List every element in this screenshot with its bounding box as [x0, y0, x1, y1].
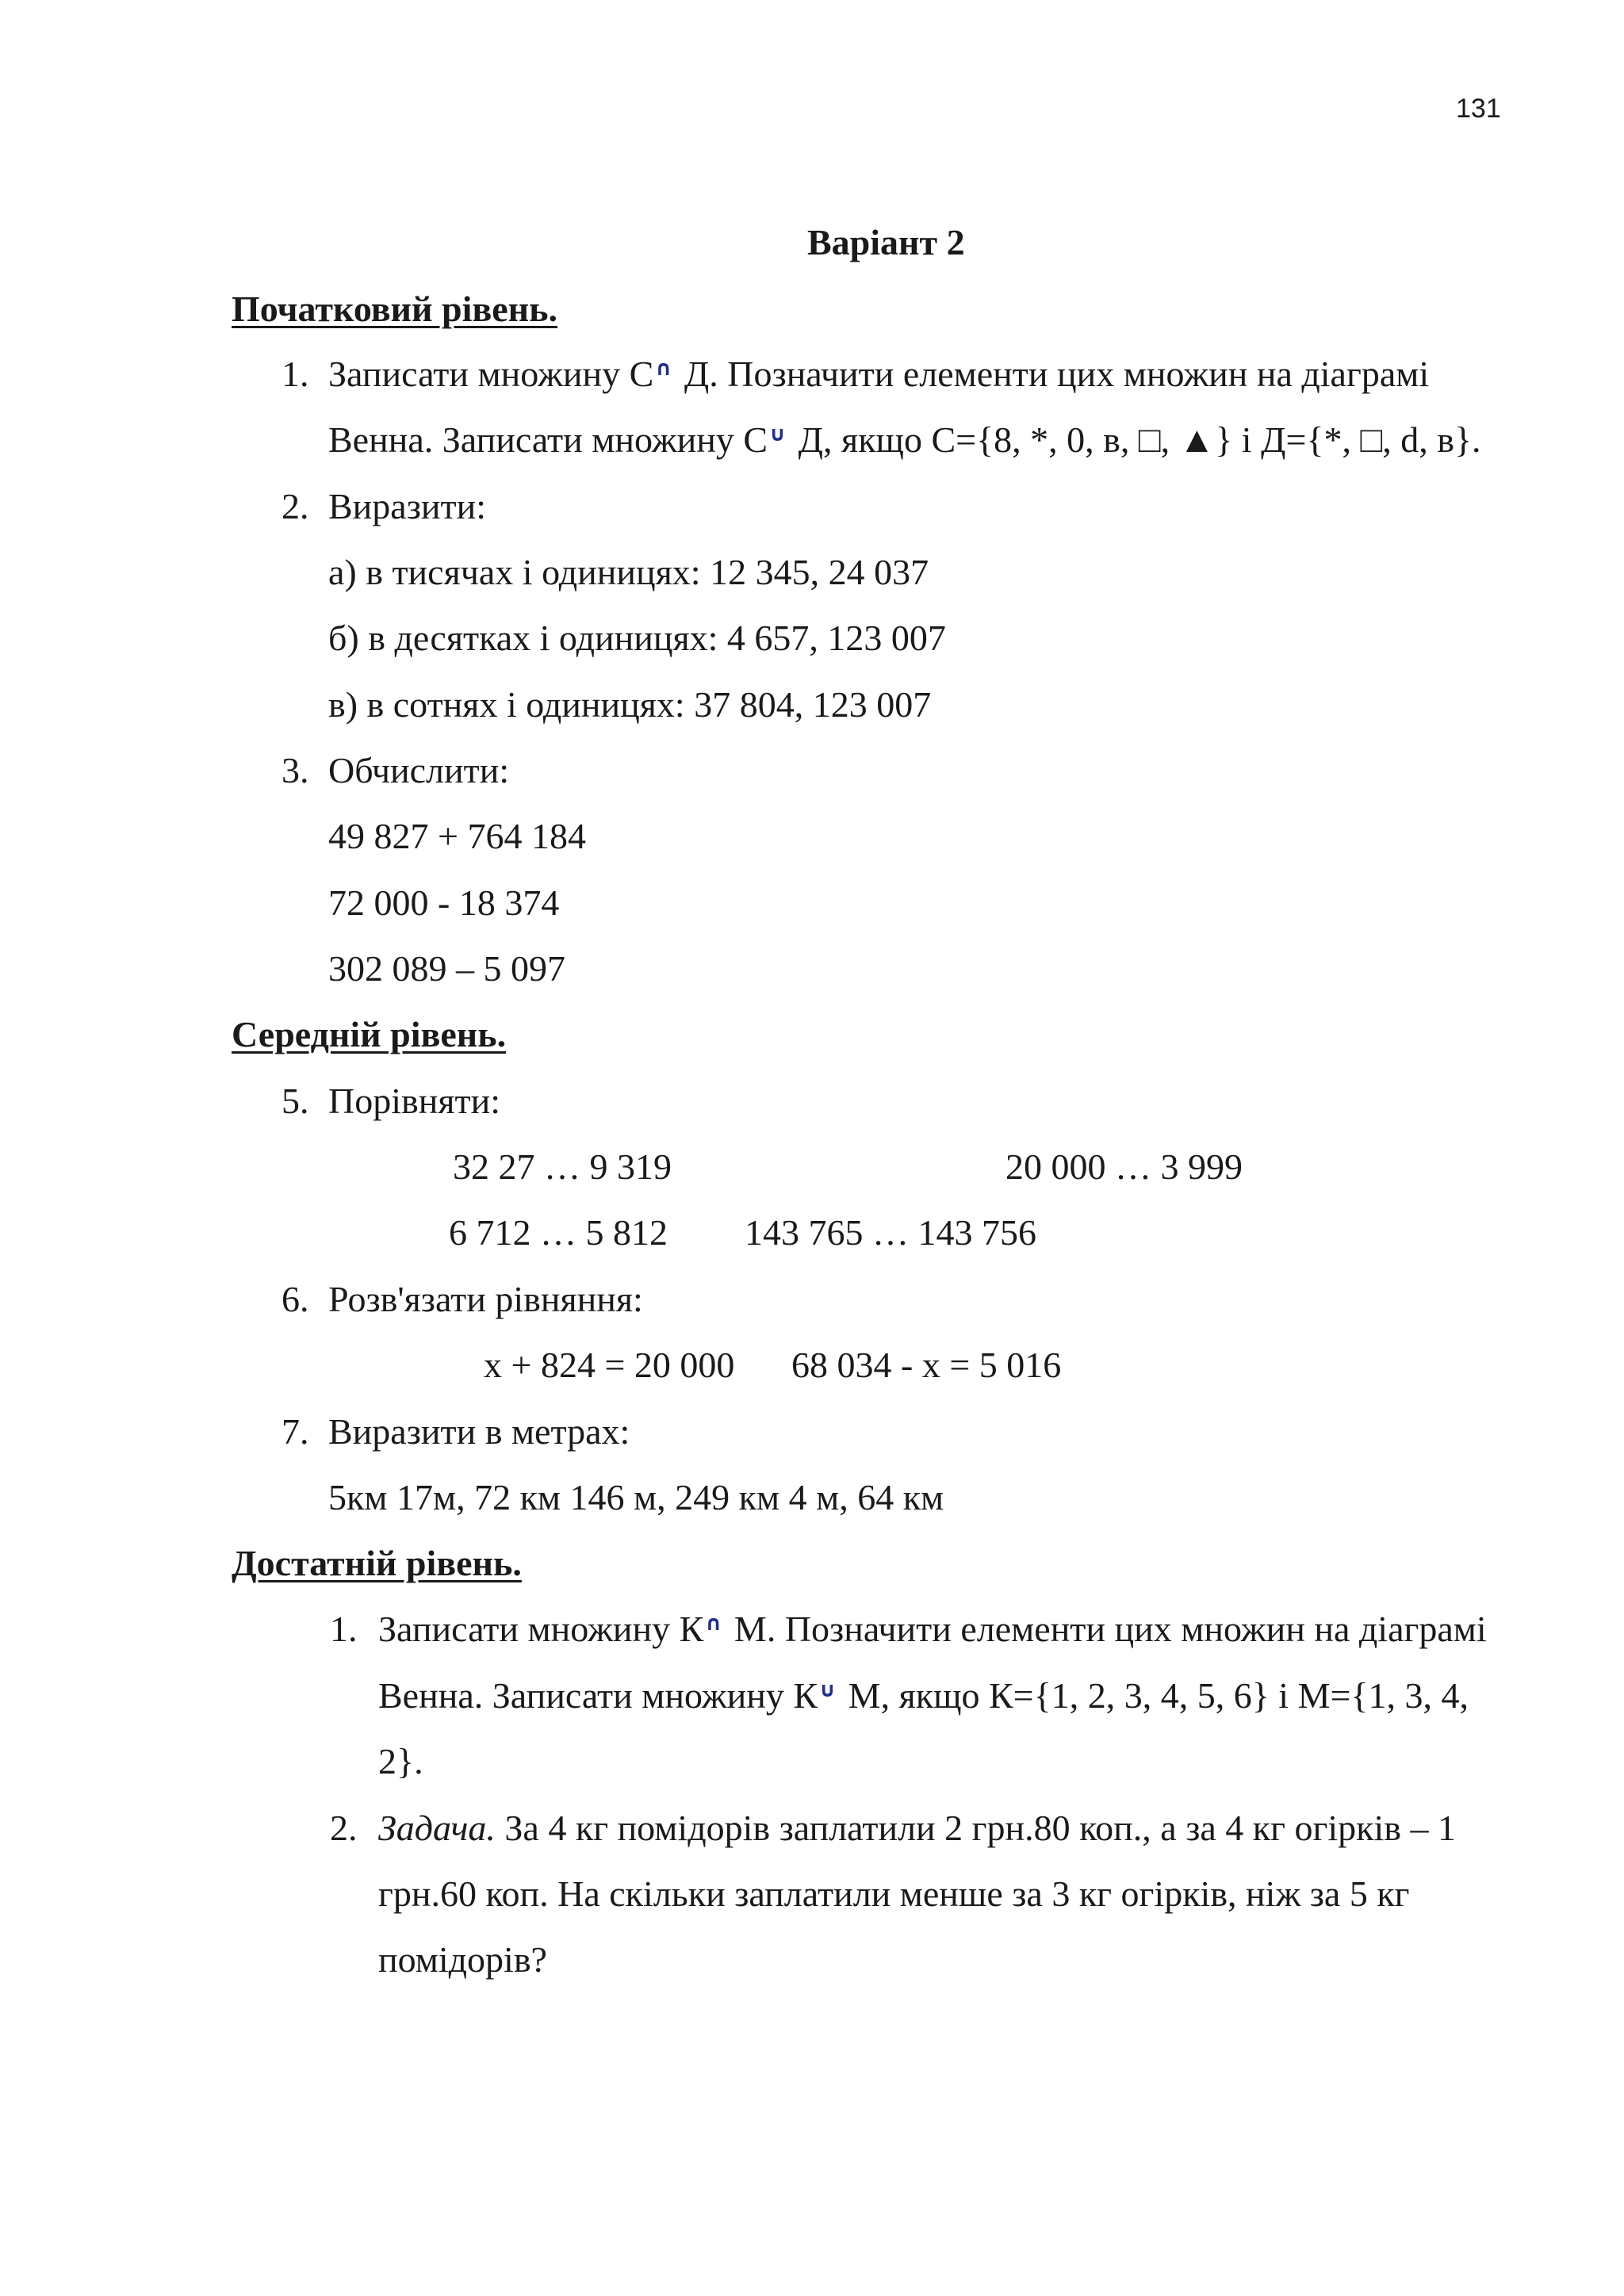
task-text: Розв'язати рівняння: [328, 1279, 643, 1319]
task-text-line [378, 1810, 1456, 1846]
expression: 302 089 – 5 097 [328, 948, 565, 989]
comparison: 143 765 … 143 756 [745, 1212, 1036, 1253]
expression: 49 827 + 764 184 [328, 816, 586, 856]
page-title: Варіант 2 [807, 222, 965, 262]
item-number: 7. [282, 1411, 309, 1452]
section-heading-middle: Середній рівень. [232, 1014, 507, 1054]
item-number: 2. [282, 486, 309, 526]
task-text-line [328, 419, 1481, 460]
measurements: 5км 17м, 72 км 146 м, 249 км 4 м, 64 км [328, 1477, 944, 1517]
page-number: 131 [1456, 94, 1501, 124]
task-text: 2}. [378, 1741, 423, 1781]
item-number: 5. [282, 1081, 309, 1121]
task-text: Записати множину К [378, 1609, 704, 1649]
task-text-line [378, 1675, 1469, 1716]
comparison: 32 27 … 9 319 [453, 1146, 672, 1187]
section-heading-initial: Початковий рівень. [232, 289, 557, 329]
subtask-text: а) в тисячах і одиницях: 12 345, 24 037 [328, 552, 929, 592]
task-text: Виразити: [328, 486, 487, 526]
task-text: М, якщо К={1, 2, 3, 4, 5, 6} і М={1, 3, 4, [839, 1675, 1469, 1716]
task-text: Венна. Записати множину С [328, 419, 768, 460]
comparison: 6 712 … 5 812 [449, 1212, 668, 1253]
task-text: Записати множину С [328, 354, 654, 394]
section-heading-sufficient: Достатній рівень. [232, 1543, 522, 1583]
task-text: Обчислити: [328, 750, 510, 790]
intersection-symbol: ∩ [655, 357, 672, 381]
task-text-line [378, 1611, 1487, 1647]
task-text: Порівняти: [328, 1081, 500, 1121]
expression: 72 000 - 18 374 [328, 882, 560, 923]
task-text: помідорів? [378, 1939, 547, 1980]
task-text-line [328, 356, 1429, 392]
subtask-text: б) в десятках і одиницях: 4 657, 123 007 [328, 618, 946, 658]
task-text: М. Позначити елементи цих множин на діаграмі [725, 1609, 1487, 1649]
item-number: 6. [282, 1279, 309, 1319]
task-text: Виразити в метрах: [328, 1411, 630, 1452]
comparison: 20 000 … 3 999 [1005, 1146, 1243, 1187]
task-text: грн.60 коп. На скільки заплатили менше за 3 кг огірків, ніж за 5 кг [378, 1873, 1410, 1914]
task-label: Задача. [378, 1808, 496, 1848]
item-number: 1. [282, 354, 309, 394]
item-number: 3. [282, 750, 309, 790]
equation: 68 034 - х = 5 016 [791, 1345, 1062, 1385]
task-text: Д, якщо С={8, *, 0, в, □, ▲} і Д={*, □, d, в}. [789, 419, 1481, 460]
task-text: Венна. Записати множину К [378, 1675, 818, 1716]
union-symbol: ∪ [769, 423, 787, 446]
item-number: 1. [330, 1609, 358, 1649]
intersection-symbol: ∩ [705, 1612, 722, 1636]
item-number: 2. [330, 1808, 358, 1848]
union-symbol: ∪ [819, 1678, 837, 1702]
subtask-text: в) в сотнях і одиницях: 37 804, 123 007 [328, 684, 932, 725]
task-text: За 4 кг помідорів заплатили 2 грн.80 коп., а за 4 кг огірків – 1 [495, 1808, 1457, 1848]
equation: х + 824 = 20 000 [484, 1345, 735, 1385]
task-text: Д. Позначити елементи цих множин на діаграмі [675, 354, 1430, 394]
